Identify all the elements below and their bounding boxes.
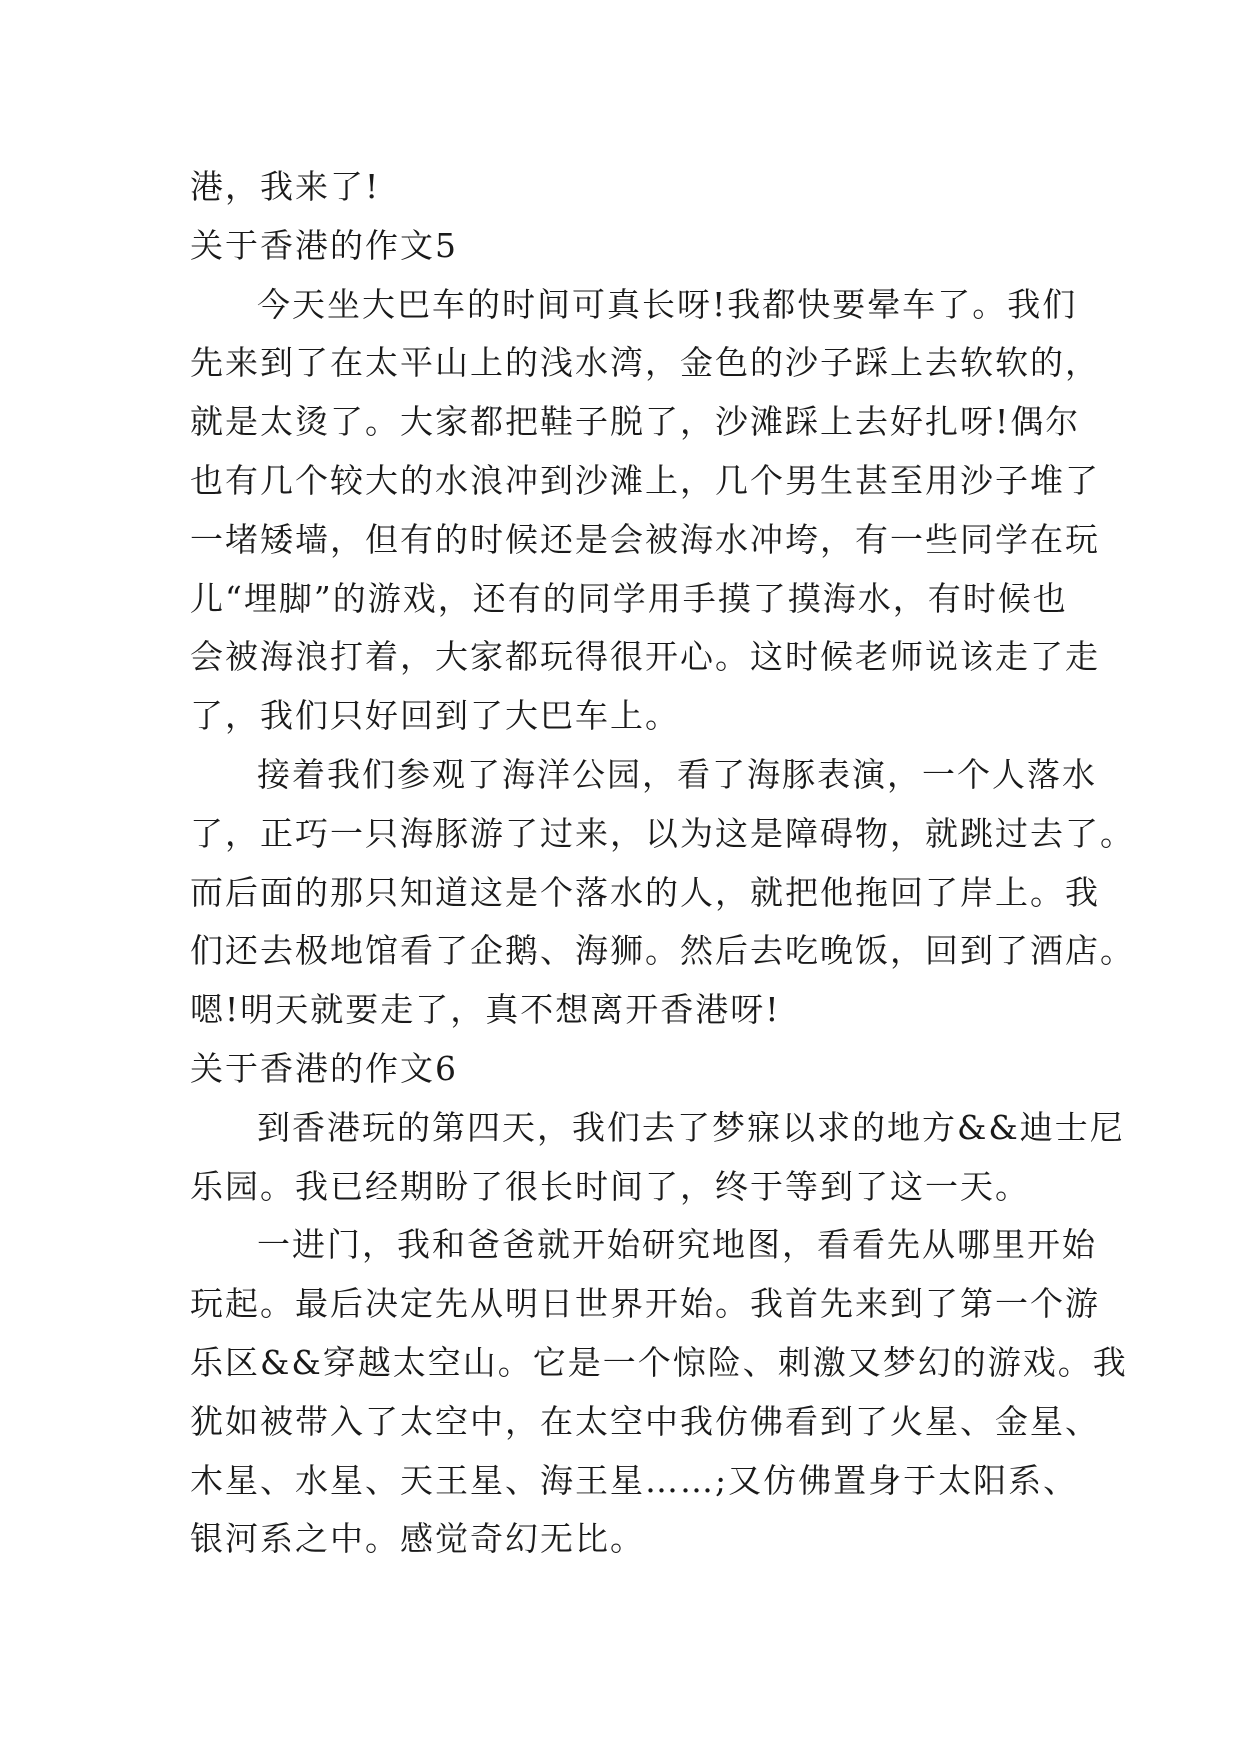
text-line: 一堵矮墙，但有的时候还是会被海水冲垮，有一些同学在玩 [190,519,1100,559]
essay-heading: 关于香港的作文5 [190,225,458,265]
text-line: 而后面的那只知道这是个落水的人，就把他拖回了岸上。我 [190,872,1100,912]
text-line: 犹如被带入了太空中，在太空中我仿佛看到了火星、金星、 [190,1401,1100,1441]
text-line: 玩起。最后决定先从明日世界开始。我首先来到了第一个游 [190,1284,1100,1324]
text-line: 乐区&&穿越太空山。它是一个惊险、刺激又梦幻的游戏。我 [190,1342,1128,1382]
text-line: 银河系之中。感觉奇幻无比。 [190,1519,645,1559]
paragraph-first-line: 接着我们参观了海洋公园，看了海豚表演，一个人落水 [257,754,1097,794]
paragraph-first-line: 一进门，我和爸爸就开始研究地图，看看先从哪里开始 [257,1225,1097,1265]
text-line: 了，正巧一只海豚游了过来，以为这是障碍物，就跳过去了。 [190,813,1135,853]
text-line: 木星、水星、天王星、海王星……;又仿佛置身于太阳系、 [190,1460,1079,1500]
text-line: 儿“埋脚”的游戏，还有的同学用手摸了摸海水，有时候也 [190,578,1068,618]
paragraph-first-line: 今天坐大巴车的时间可真长呀!我都快要晕车了。我们 [257,284,1078,324]
text-line: 也有几个较大的水浪冲到沙滩上，几个男生甚至用沙子堆了 [190,460,1100,500]
essay-heading: 关于香港的作文6 [190,1048,458,1088]
text-line: 会被海浪打着，大家都玩得很开心。这时候老师说该走了走 [190,637,1100,677]
text-line: 嗯!明天就要走了，真不想离开香港呀! [190,990,781,1030]
paragraph-first-line: 到香港玩的第四天，我们去了梦寐以求的地方&&迪士尼 [257,1107,1125,1147]
text-line: 港，我来了! [190,167,381,206]
document-body [190,158,1135,1569]
text-line: 先来到了在太平山上的浅水湾，金色的沙子踩上去软软的， [190,343,1100,383]
text-line: 们还去极地馆看了企鹅、海狮。然后去吃晚饭，回到了酒店。 [190,931,1135,971]
text-line: 就是太烫了。大家都把鞋子脱了，沙滩踩上去好扎呀!偶尔 [190,402,1081,442]
text-line: 了，我们只好回到了大巴车上。 [190,696,680,736]
text-line: 乐园。我已经期盼了很长时间了，终于等到了这一天。 [190,1166,1030,1206]
